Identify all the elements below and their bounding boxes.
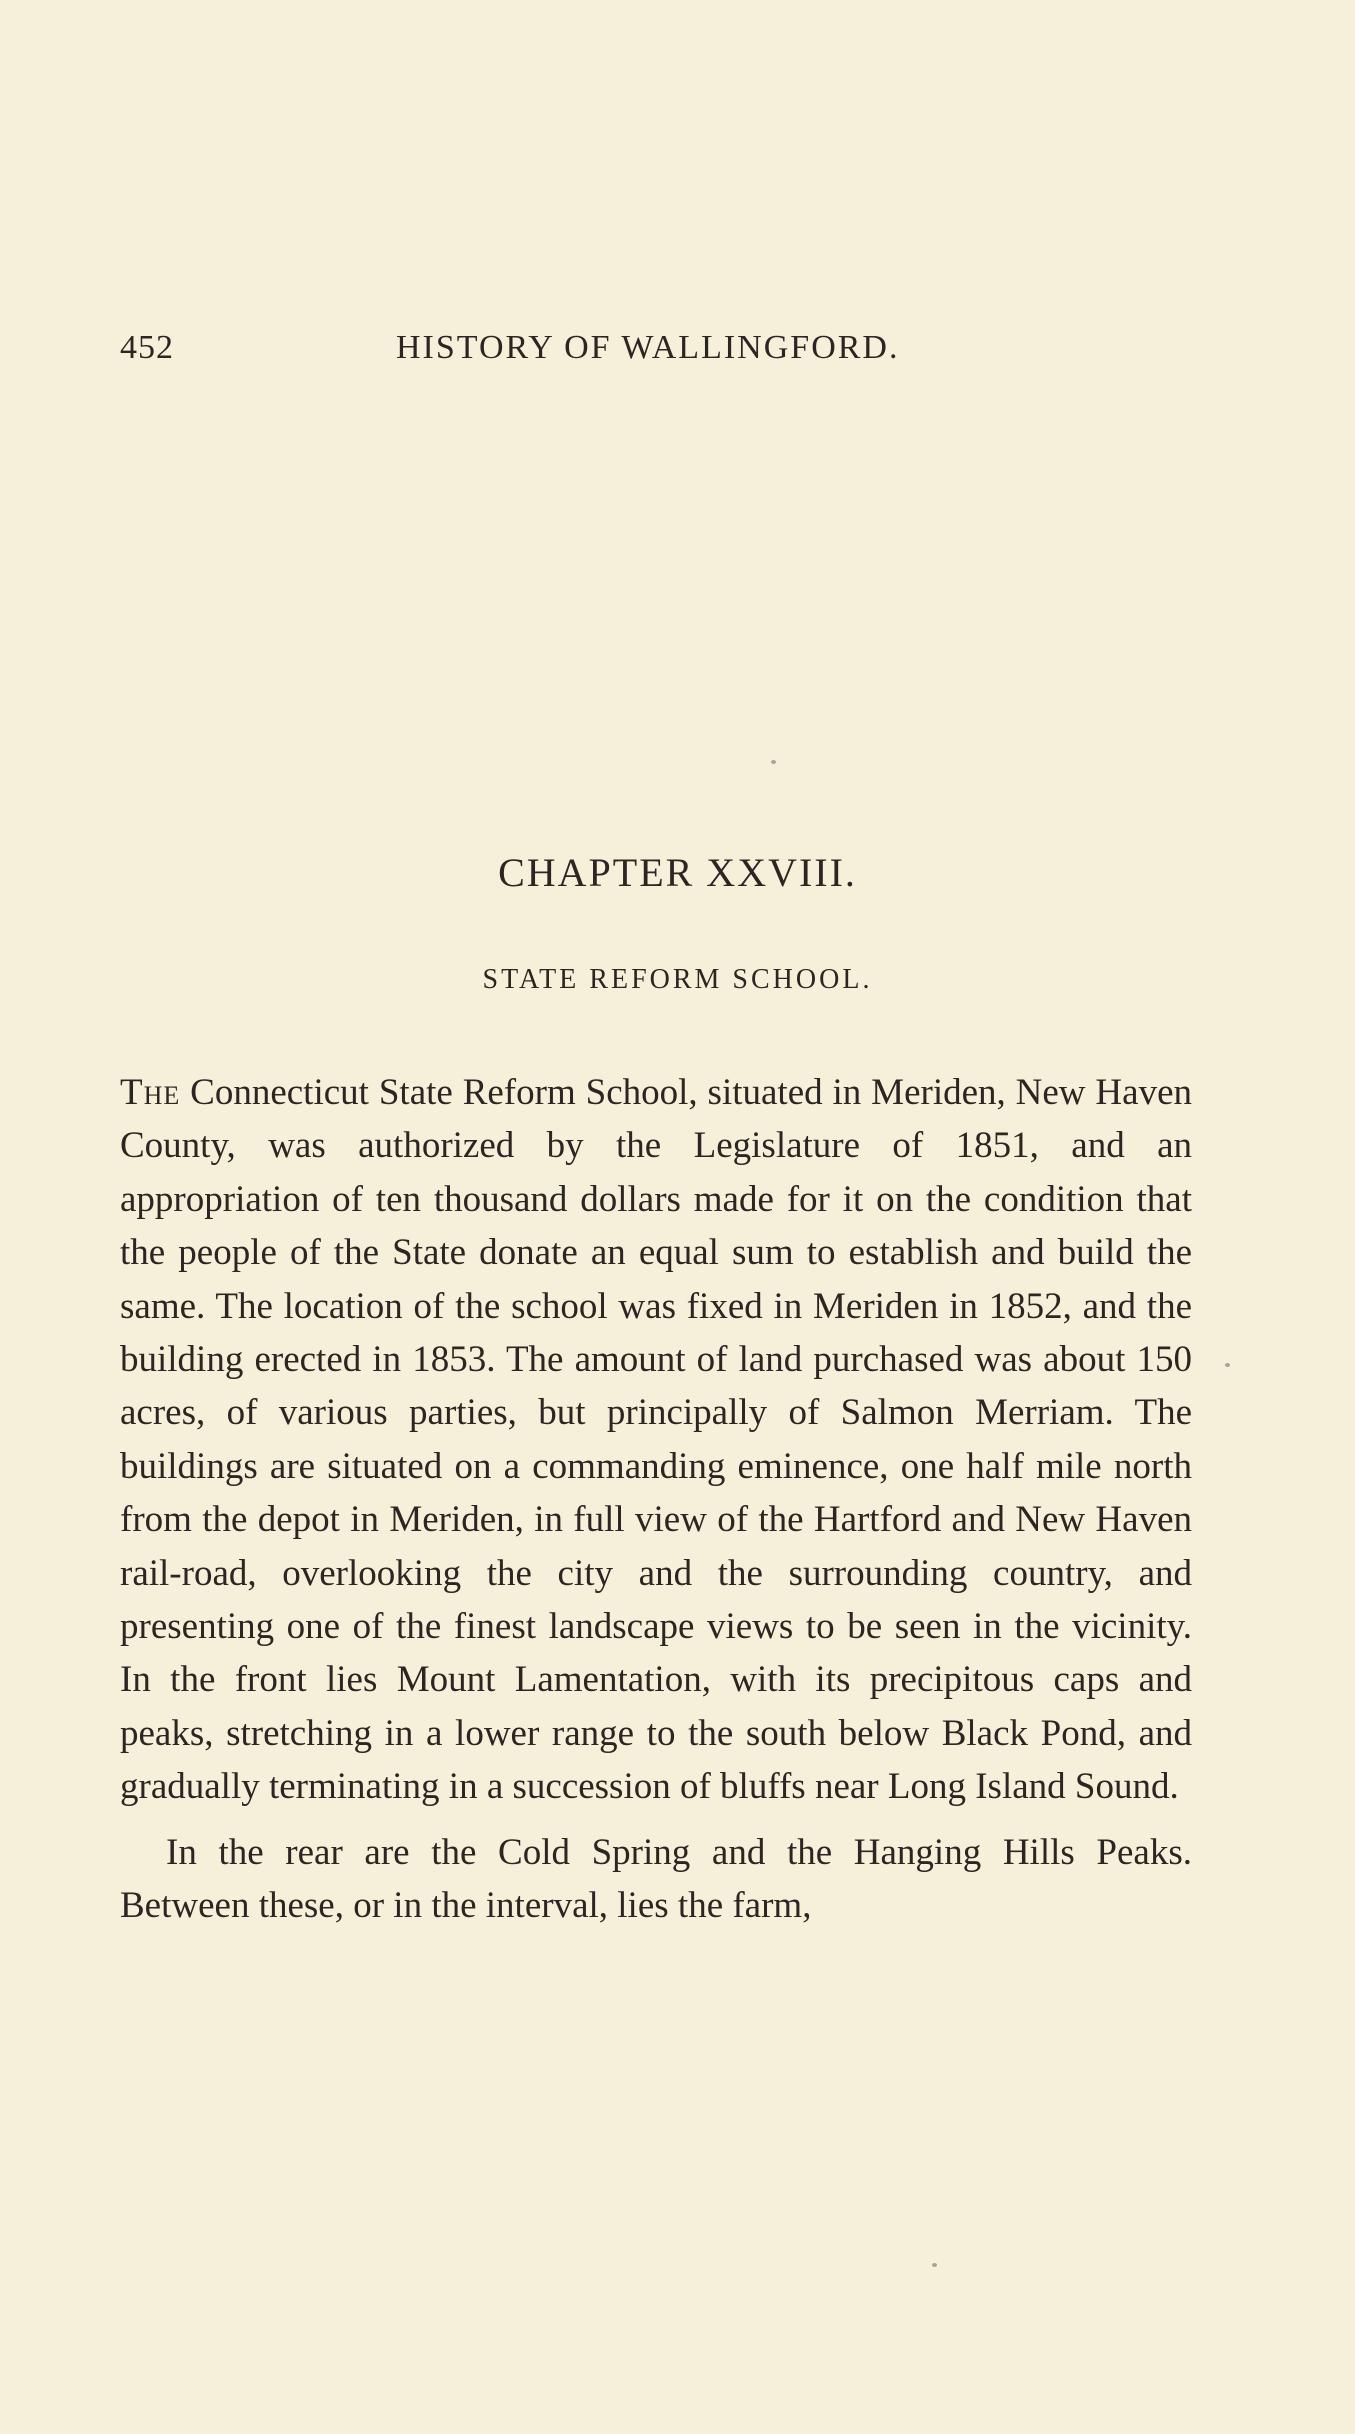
- paragraph-1-text: Connecticut State Reform School, situated in Meriden, New Haven County, was authorized by the Legislature of 1851, and an appropriation of ten thousand dollars made for it on the condition that the people of the State donate an equal sum to establish and build the same. The location of the school was fixed in Meriden in 1852, and the building erected in 1853. The amount of land purchased was about 150 acres, of various parties, but principally of Salmon Merriam. The buildings are situated on a commanding eminence, one half mile north from the depot in Meriden, in full view of the Hartford and New Haven rail-road, overlooking the city and the surrounding country, and presenting one of the finest landscape views to be seen in the vicinity. In the front lies Mount Lamentation, with its precipitous caps and peaks, stretching in a lower range to the south below Black Pond, and gradually terminating in a succession of bluffs near Long Island Sound.: [120, 1072, 1192, 1808]
- chapter-subtitle: STATE REFORM SCHOOL.: [482, 964, 873, 995]
- paper-speck: [771, 760, 776, 764]
- page-number: 452: [120, 329, 174, 366]
- body-text: [120, 1066, 1192, 1933]
- paper-speck: [1225, 1363, 1230, 1367]
- chapter-title: CHAPTER XXVIII.: [498, 850, 857, 895]
- paragraph-2: In the rear are the Cold Spring and the Hanging Hills Peaks. Between these, or in the interval, lies the farm,: [120, 1831, 1192, 1927]
- paragraph-1: [120, 1066, 1192, 1814]
- paper-speck: [932, 2263, 937, 2267]
- paragraph-lead-word: The: [120, 1072, 181, 1113]
- running-head: [120, 326, 1200, 370]
- running-title: HISTORY OF WALLINGFORD.: [396, 329, 900, 366]
